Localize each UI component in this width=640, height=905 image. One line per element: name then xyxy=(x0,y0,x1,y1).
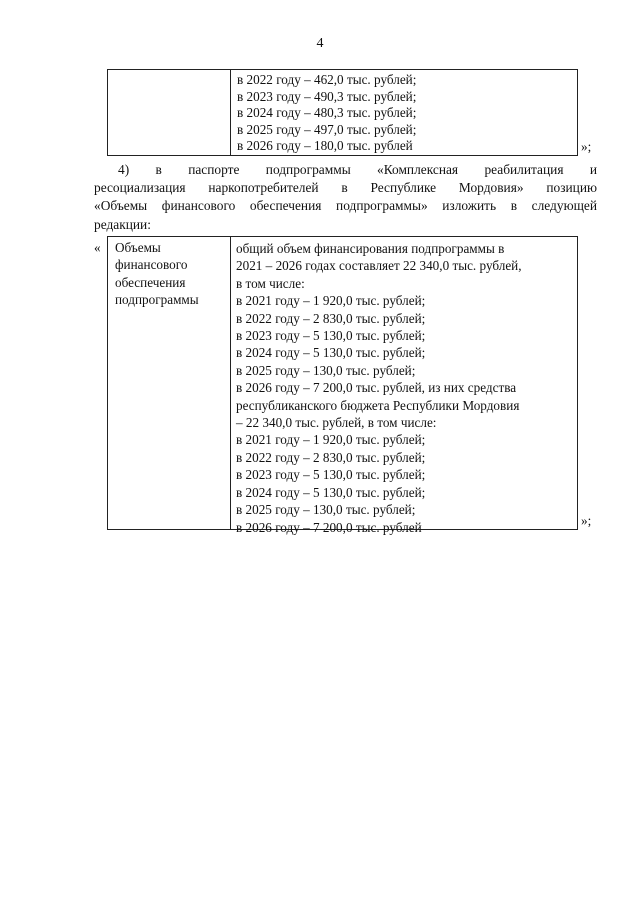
position-name-line: обеспечения xyxy=(115,274,186,290)
page-number: 4 xyxy=(316,36,324,51)
funding-line: в 2025 году – 130,0 тыс. рублей; xyxy=(236,502,416,518)
table-column-divider xyxy=(230,237,231,529)
main-table-closing-quote: »; xyxy=(581,513,592,528)
funding-line: в 2024 году – 480,3 тыс. рублей; xyxy=(237,105,417,121)
funding-line: в 2026 году – 7 200,0 тыс. рублей, из них средства xyxy=(236,380,517,396)
funding-description-cell xyxy=(236,240,574,536)
funding-line: в 2022 году – 462,0 тыс. рублей; xyxy=(237,72,417,87)
funding-line: 2021 – 2026 годах составляет 22 340,0 тыс. рублей, xyxy=(236,258,522,274)
paragraph-line: редакции: xyxy=(94,216,151,232)
funding-line: в 2024 году – 5 130,0 тыс. рублей; xyxy=(236,345,426,361)
funding-line: в 2023 году – 490,3 тыс. рублей; xyxy=(237,88,417,104)
position-name-line: подпрограммы xyxy=(115,292,199,308)
funding-line: в 2023 году – 5 130,0 тыс. рублей; xyxy=(236,467,426,483)
position-name-cell xyxy=(115,239,227,309)
funding-line: в 2023 году – 5 130,0 тыс. рублей; xyxy=(236,328,426,344)
funding-line: в 2025 году – 130,0 тыс. рублей; xyxy=(236,362,416,378)
amendment-paragraph xyxy=(94,161,597,234)
funding-line: в 2021 году – 1 920,0 тыс. рублей; xyxy=(236,432,426,448)
funding-line: в 2026 году – 7 200,0 тыс. рублей xyxy=(236,519,422,535)
position-name-line: финансового xyxy=(115,257,188,273)
position-name-line: Объемы xyxy=(115,240,161,255)
funding-line: в 2025 году – 497,0 тыс. рублей; xyxy=(237,121,417,137)
top-funding-table xyxy=(107,69,578,156)
funding-line: в 2021 году – 1 920,0 тыс. рублей; xyxy=(236,293,426,309)
funding-line: общий объем финансирования подпрограммы в xyxy=(236,241,505,256)
funding-line: в 2026 году – 180,0 тыс. рублей xyxy=(237,138,413,154)
main-funding-table xyxy=(107,236,578,535)
paragraph-line: 4) в паспорте подпрограммы «Комплексная реабилитация и xyxy=(118,162,597,177)
funding-line: республиканского бюджета Республики Мордовия xyxy=(236,397,520,413)
paragraph-line: «Объемы финансового обеспечения подпрограммы» изложить в следующей xyxy=(94,198,597,214)
table-column-divider xyxy=(230,70,231,155)
top-table-funding-lines xyxy=(237,72,416,155)
funding-line: в том числе: xyxy=(236,275,305,291)
main-table-opening-quote: « xyxy=(94,240,101,255)
funding-line: – 22 340,0 тыс. рублей, в том числе: xyxy=(236,415,437,431)
funding-line: в 2022 году – 2 830,0 тыс. рублей; xyxy=(236,449,426,465)
funding-line: в 2024 году – 5 130,0 тыс. рублей; xyxy=(236,484,426,500)
funding-line: в 2022 году – 2 830,0 тыс. рублей; xyxy=(236,310,426,326)
paragraph-line: ресоциализация наркопотребителей в Республике Мордовия» позицию xyxy=(94,180,597,196)
top-table-closing-quote: »; xyxy=(581,139,592,154)
